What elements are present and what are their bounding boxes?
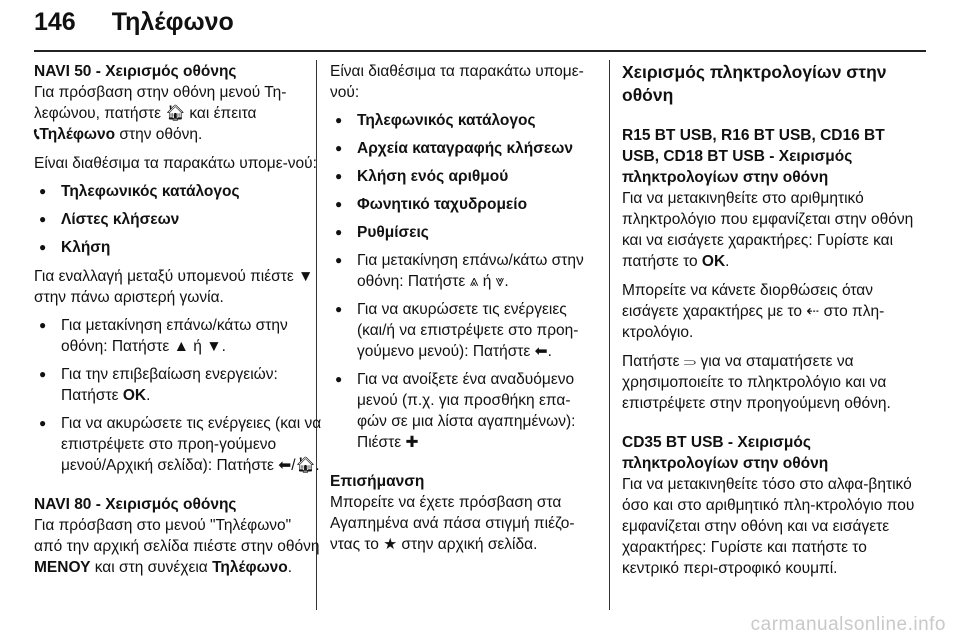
page-title: Τηλέφωνο	[111, 8, 234, 36]
paragraph: Είναι διαθέσιμα τα παρακάτω υπομε-νού:	[34, 155, 317, 172]
list-item: ● Κλήση	[34, 237, 322, 258]
note-text: Μπορείτε να έχετε πρόσβαση στα Αγαπημένα ανά πάσα στιγμή πιέζο-ντας το ★ στην αρχική σελίδα.	[330, 494, 575, 553]
section-heading-navi50: NAVI 50 - Χειρισμός οθόνης	[34, 63, 237, 80]
list-item: ● Λίστες κλήσεων	[34, 209, 322, 230]
list-item: ● Φωνητικό ταχυδρομείο	[330, 194, 598, 215]
list-item: ● Για να ακυρώσετε τις ενέργειες (και/ή να επιστρέψετε στο προη-γούμενο μενού): Πατήστε ⬅︎.	[330, 299, 598, 362]
paragraph: Μπορείτε να κάνετε διορθώσεις όταν εισάγετε χαρακτήρες με το ⇠ στο πλη-κτρολόγιο.	[622, 282, 885, 341]
list-item: ● Για την επιβεβαίωση ενεργειών: Πατήστε OK.	[34, 364, 322, 406]
list-item: ● Τηλεφωνικός κατάλογος	[34, 181, 322, 202]
header-rule	[34, 50, 926, 52]
list-item: ● Για μετακίνηση επάνω/κάτω στην οθόνη: Πατήστε ⩓ ή ⩔.	[330, 250, 598, 292]
page-number: 146	[34, 8, 76, 36]
list-item: ● Για να ακυρώσετε τις ενέργειες (και να επιστρέψετε στο προη-γούμενο μενού/Αρχική σελίδα): Πατήστε ⬅︎/🏠︎.	[34, 413, 322, 476]
paragraph: Για να μετακινηθείτε τόσο στο αλφα-βητικό όσο και στο αριθμητικό πλη-κτρολόγιο που εμφανίζεται στην οθόνη και να εισάγετε χαρακτήρες: Γυρίστε και πατήστε το κεντρικό περι-στροφικό κουμπί.	[622, 476, 915, 577]
paragraph: Για πρόσβαση στην οθόνη μενού Τη-λεφώνου, πατήστε 🏠︎ και έπειτα 📞︎Τηλέφωνο στην οθόνη.	[34, 84, 287, 143]
column-divider-2	[609, 60, 610, 610]
paragraph: Για εναλλαγή μεταξύ υπομενού πιέστε ▼ στην πάνω αριστερή γωνία.	[34, 268, 314, 306]
phone-label: 📞︎Τηλέφωνο	[34, 126, 116, 143]
list-item: ● Ρυθμίσεις	[330, 222, 598, 243]
paragraph: Για πρόσβαση στο μενού "Τηλέφωνο" από την αρχική σελίδα πιέστε στην οθόνη ΜΕΝΟΥ και στη συνέχεια Τηλέφωνο.	[34, 517, 320, 576]
column-3	[622, 61, 922, 579]
page-header	[34, 8, 234, 42]
note-title: Επισήμανση	[330, 473, 425, 490]
subsection-heading-cd35: CD35 BT USB - Χειρισμός πληκτρολογίων στην οθόνη	[622, 434, 829, 472]
paragraph: Για να μετακινηθείτε στο αριθμητικό πληκτρολόγιο που εμφανίζεται στην οθόνη και να εισάγετε χαρακτήρες: Γυρίστε και πατήστε το OK.	[622, 190, 914, 270]
watermark: carmanualsonline.info	[750, 614, 946, 635]
section-heading-keyboards: Χειρισμός πληκτρολογίων στην οθόνη	[622, 62, 887, 105]
column-2	[330, 61, 598, 555]
subsection-heading-r15: R15 BT USB, R16 BT USB, CD16 BT USB, CD18 BT USB - Χειρισμός πληκτρολογίων στην οθόνη	[622, 127, 885, 186]
list-item: ● Για να ανοίξετε ένα αναδυόμενο μενού (π.χ. για προσθήκη επα-φών σε μια λίστα αγαπημένων): Πιέστε ✚	[330, 369, 598, 453]
submenu-list	[330, 110, 598, 453]
list-item: ● Κλήση ενός αριθμού	[330, 166, 598, 187]
paragraph: Πατήστε ⥰ για να σταματήσετε να χρησιμοποιείτε το πληκτρολόγιο και να επιστρέψετε στην προηγούμενη οθόνη.	[622, 353, 891, 412]
list-item: ● Αρχεία καταγραφής κλήσεων	[330, 138, 598, 159]
submenu-list	[34, 181, 322, 258]
column-1	[34, 61, 322, 578]
instruction-list	[34, 315, 322, 476]
section-heading-navi80: NAVI 80 - Χειρισμός οθόνης	[34, 496, 237, 513]
paragraph: Είναι διαθέσιμα τα παρακάτω υπομε-νού:	[330, 63, 584, 101]
list-item: ● Για μετακίνηση επάνω/κάτω στην οθόνη: Πατήστε ▲ ή ▼.	[34, 315, 322, 357]
list-item: ● Τηλεφωνικός κατάλογος	[330, 110, 598, 131]
